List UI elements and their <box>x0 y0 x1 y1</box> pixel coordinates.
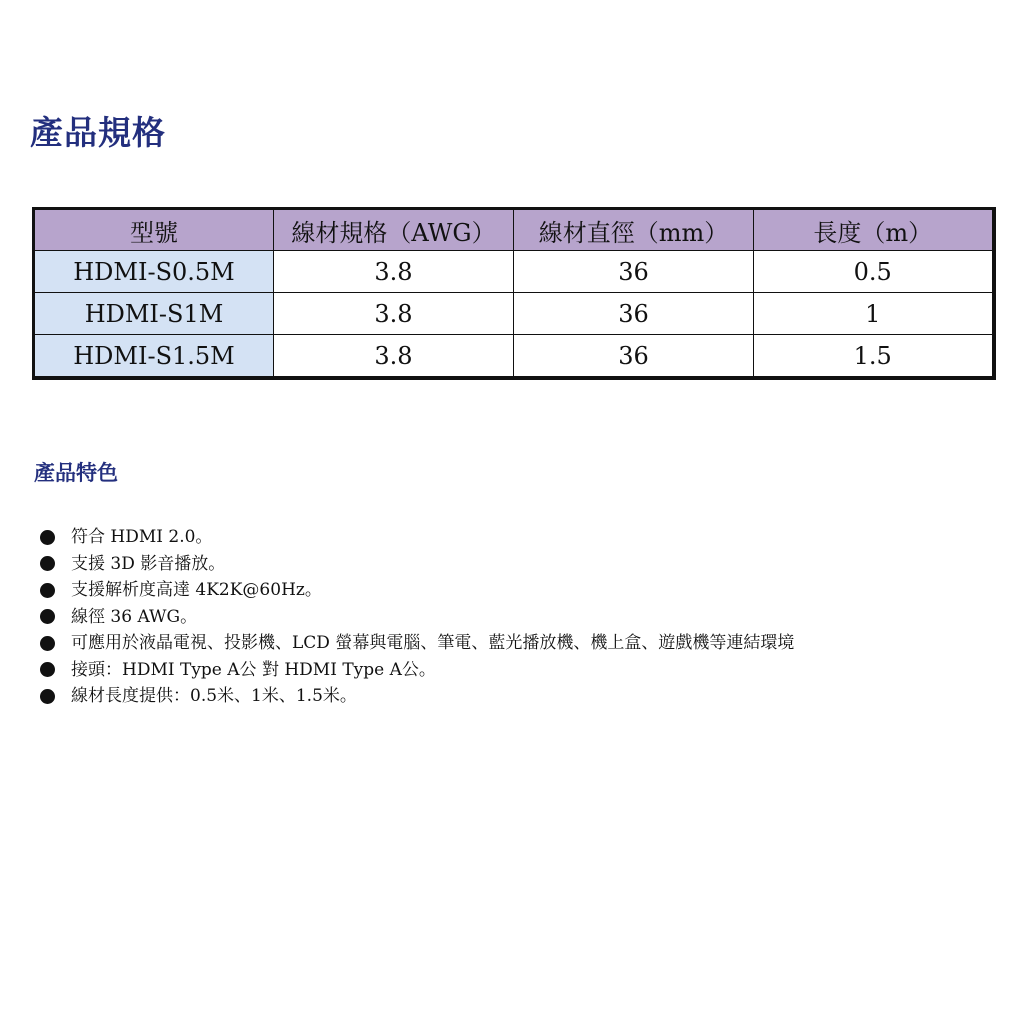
feature-text: 支援 3D 影音播放。 <box>71 553 226 574</box>
bullet-icon <box>40 530 55 545</box>
list-item <box>40 604 1020 631</box>
column-header-length: 長度（m） <box>754 209 994 251</box>
list-item <box>40 551 1020 578</box>
table-row <box>34 293 994 335</box>
table-row <box>34 335 994 379</box>
list-item <box>40 577 1020 604</box>
bullet-icon <box>40 689 55 704</box>
column-header-model: 型號 <box>34 209 274 251</box>
feature-text: 支援解析度高達 4K2K@60Hz。 <box>71 580 322 600</box>
list-item <box>40 657 1020 684</box>
column-header-wire-diameter: 線材直徑（mm） <box>514 209 754 251</box>
list-item <box>40 683 1020 710</box>
wire-gauge-cell: 3.8 <box>274 251 514 293</box>
spec-table-header-row <box>34 209 994 251</box>
feature-text: 線徑 36 AWG。 <box>71 606 198 627</box>
feature-text: 可應用於液晶電視、投影機、LCD 螢幕與電腦、筆電、藍光播放機、機上盒、遊戲機等連結環境 <box>71 633 795 653</box>
feature-text: 線材長度提供：0.5米、1米、1.5米。 <box>71 686 357 706</box>
length-cell: 0.5 <box>754 251 994 293</box>
bullet-icon <box>40 556 55 571</box>
feature-text: 符合 HDMI 2.0。 <box>71 527 213 547</box>
feature-text: 接頭：HDMI Type A公 對 HDMI Type A公。 <box>71 659 436 680</box>
model-cell: HDMI-S0.5M <box>34 251 274 293</box>
column-header-wire-gauge: 線材規格（AWG） <box>274 209 514 251</box>
length-cell: 1 <box>754 293 994 335</box>
list-item <box>40 630 1020 657</box>
bullet-icon <box>40 583 55 598</box>
model-cell: HDMI-S1M <box>34 293 274 335</box>
model-cell: HDMI-S1.5M <box>34 335 274 379</box>
length-cell: 1.5 <box>754 335 994 379</box>
table-row <box>34 251 994 293</box>
list-item <box>40 524 1020 551</box>
bullet-icon <box>40 636 55 651</box>
features-section-title: 產品特色 <box>34 461 118 485</box>
feature-list <box>40 524 1020 710</box>
spec-section-title: 產品規格 <box>30 113 166 152</box>
wire-diameter-cell: 36 <box>514 251 754 293</box>
wire-diameter-cell: 36 <box>514 335 754 379</box>
wire-gauge-cell: 3.8 <box>274 335 514 379</box>
spec-table <box>32 207 996 380</box>
wire-gauge-cell: 3.8 <box>274 293 514 335</box>
wire-diameter-cell: 36 <box>514 293 754 335</box>
bullet-icon <box>40 609 55 624</box>
bullet-icon <box>40 662 55 677</box>
